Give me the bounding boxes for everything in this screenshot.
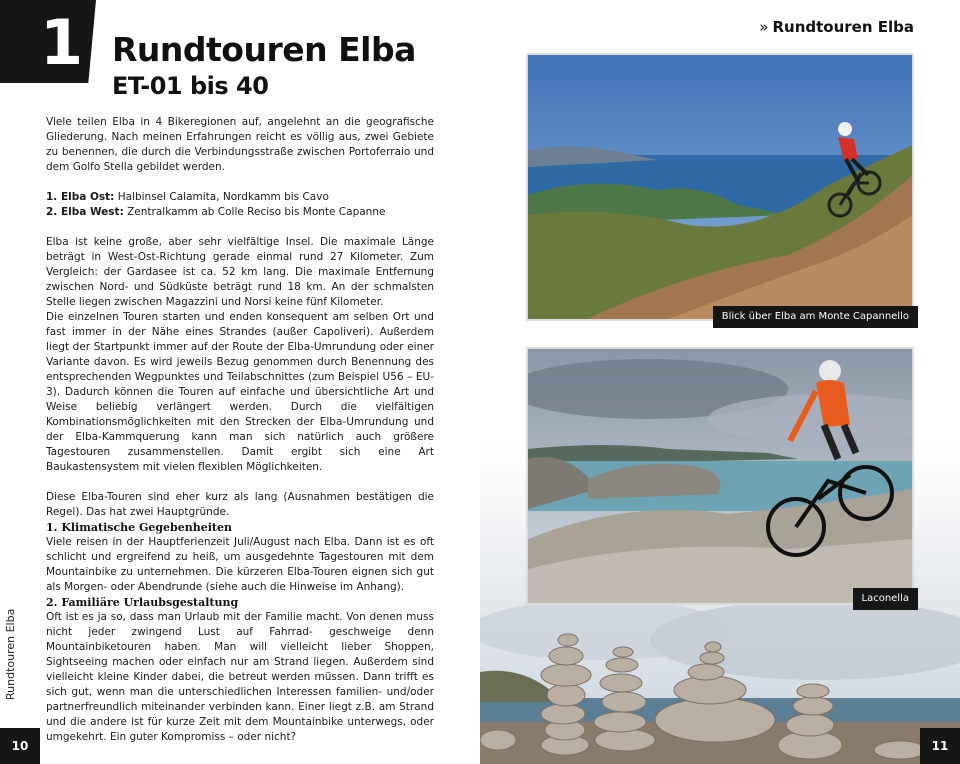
paragraph-family: Oft ist es ja so, dass man Urlaub mit der Familie macht. Von denen muss nicht jeder zwingend Lust auf Fahrrad- geschweige denn Mountainbiketouren haben. Man will vielleicht lieber Shoppen, Sightseeing machen oder einfach nur am Strand liegen. Außerdem sind vielleicht kleine Kinder dabei, die betreut werden müssen. Dann trifft es sich gut, wenn man die unterschiedlichen Interessen familien- und/oder partnerfreundlich miteinander verbinden kann. Einer liegt z.B. am Strand und die andere ist für kurze Zeit mit dem Mountainbike unterwegs, oder umgekehrt. Ein guter Kompromiss – oder nicht?	[46, 611, 434, 743]
chapter-title: Rundtouren Elba	[112, 30, 416, 69]
paragraph-size: Elba ist keine große, aber sehr vielfältige Insel. Die maximale Länge beträgt in West-Ost-Richtung gerade einmal rund 27 Kilometer. Zum Vergleich: der Gardasee ist ca. 52 km lang. Die maximale Entfernung zwischen Nord- und Südküste beträgt rund 18 km. An der schmalsten Stelle liegen zwischen Magazzini und Norsi keine fünf Kilometer.	[46, 236, 434, 308]
page-number-left: 10	[0, 728, 40, 764]
paragraph-intro: Viele teilen Elba in 4 Bikeregionen auf, angelehnt an die geografische Gliederung. Nach meinen Erfahrungen reicht es völlig aus, zwei Gebiete zu benennen, die durch die Verbindungsstraße zwischen Portoferraio und dem Golfo Stella gebildet werden.	[46, 116, 434, 173]
running-header-text: Rundtouren Elba	[772, 18, 914, 36]
body-text	[46, 115, 434, 745]
mountain-biker-coast-photo	[528, 55, 912, 319]
heading-family: 2. Familiäre Urlaubsgestaltung	[46, 596, 239, 609]
region-1	[46, 190, 434, 205]
side-chapter-label: Rundtouren Elba	[4, 608, 17, 700]
paragraph-reasons: Diese Elba-Touren sind eher kurz als lang (Ausnahmen bestätigen die Regel). Das hat zwei Hauptgründe.	[46, 491, 434, 518]
region-1-label: 1. Elba Ost:	[46, 191, 115, 203]
photo-caption-2: Laconella	[853, 588, 919, 610]
chevron-icon: »	[759, 18, 769, 36]
region-2-text: Zentralkamm ab Colle Reciso bis Monte Capanne	[123, 206, 386, 218]
page-number-right: 11	[920, 728, 960, 764]
chapter-subtitle: ET-01 bis 40	[112, 72, 269, 100]
region-1-text: Halbinsel Calamita, Nordkamm bis Cavo	[114, 191, 329, 203]
photo-laconella	[526, 347, 914, 605]
heading-climate: 1. Klimatische Gegebenheiten	[46, 521, 232, 534]
right-page	[480, 0, 960, 764]
paragraph-tours: Die einzelnen Touren starten und enden konsequent am selben Ort und fast immer in der Nähe eines Strandes (außer Capoliveri). Außerdem liegt der Startpunkt immer auf der Route der Elba-Umrundung oder einer Variante davon. Es wird jeweils Bezug genommen durch Benennung des entsprechenden Wegpunktes und Teilabschnittes (zum Beispiel U56 – EU-3). Dadurch können die Touren auf einfache und übersichtliche Art und Weise beliebig verlängert werden. Durch die vielfältigen Kombinationsmöglichkeiten mit den Strecken der Elba-Umrundung und der Elba-Kammquerung kann man sich natürlich auch größere Tagestouren zusammenstellen. Damit ergibt sich eine Art Baukastensystem mit vielen flexiblen Möglichkeiten.	[46, 311, 434, 473]
region-2-label: 2. Elba West:	[46, 206, 124, 218]
region-2	[46, 205, 434, 220]
photo-monte-capannello	[526, 53, 914, 321]
paragraph-climate: Viele reisen in der Hauptferienzeit Juli/August nach Elba. Dann ist es oft schlicht und ergreifend zu heiß, um ausgedehnte Tagestouren mit dem Mountainbike zu unternehmen. Die kürzeren Elba-Touren eignen sich gut als Morgen- oder Abendrunde (siehe auch die Hinweise im Anhang).	[46, 536, 434, 593]
running-header	[759, 18, 914, 36]
chapter-number: 1	[40, 6, 84, 79]
mountain-biker-rocks-photo	[528, 349, 912, 603]
photo-caption-1: Blick über Elba am Monte Capannello	[713, 306, 918, 328]
